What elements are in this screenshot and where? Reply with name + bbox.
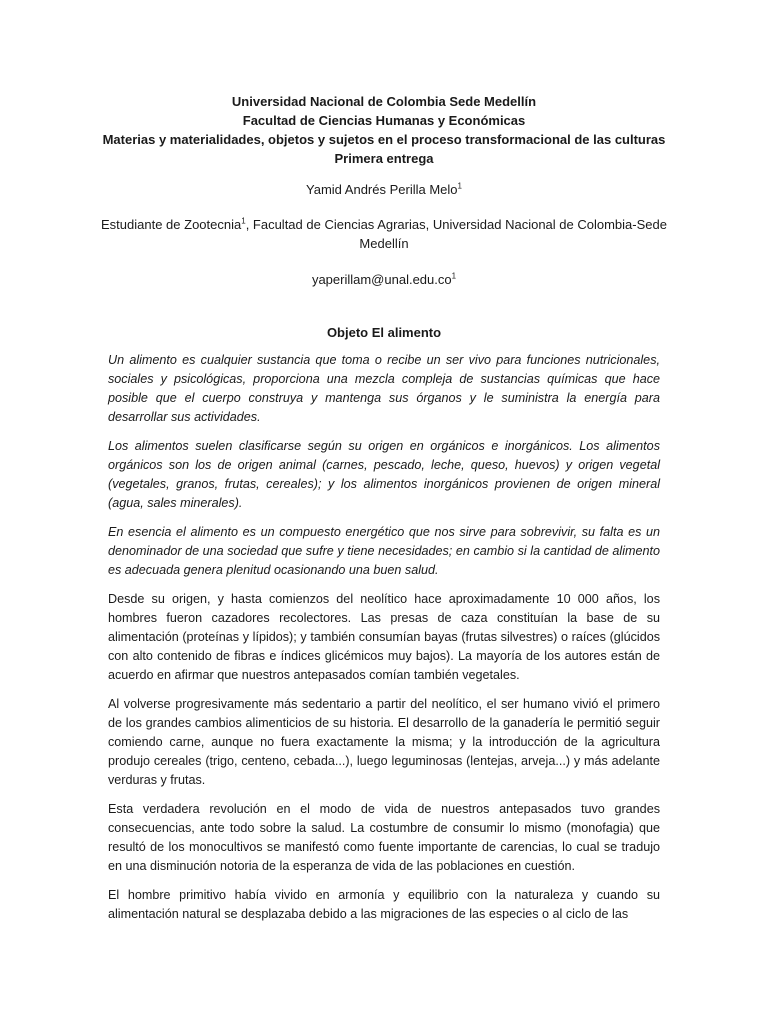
section-title: Objeto El alimento bbox=[326, 325, 442, 340]
author-line bbox=[100, 180, 668, 199]
affiliation-footnote-mark: 1 bbox=[241, 216, 246, 226]
paragraph-classification: Los alimentos suelen clasificarse según su origen en orgánicos e inorgánicos. Los alimentos orgánicos son los de origen animal (carnes, pescado, leche, queso, huevos) y origen vegetal (vegetales, granos, frutas, cereales); y los alimentos inorgánicos provienen de origen mineral (agua, sales minerales). bbox=[108, 439, 660, 510]
course-title: Materias y materialidades, objetos y sujetos en el proceso transformacional de las culturas bbox=[102, 132, 666, 147]
author-footnote-mark: 1 bbox=[457, 181, 462, 191]
paragraph-definition: Un alimento es cualquier sustancia que toma o recibe un ser vivo para funciones nutricionales, sociales y psicológicas, proporciona una mezcla compleja de sustancias químicas que hace posible que el cuerpo construya y mantenga sus órganos y le suministra la energía para desarrollar sus actividades. bbox=[108, 353, 660, 424]
paragraph-origin: Desde su origen, y hasta comienzos del neolítico hace aproximadamente 10 000 años, los hombres fueron cazadores recolectores. Las presas de caza constituían la base de su alimentación (proteínas y lípidos); y también consumían bayas (frutas silvestres) o raíces (glúcidos con alto contenido de fibras e índices glicémicos muy bajos). La mayoría de los autores están de acuerdo en afirmar que nuestros antepasados comían también vegetales. bbox=[108, 592, 660, 682]
email-address[interactable]: yaperillam@unal.edu.co bbox=[311, 272, 452, 287]
author-name: Yamid Andrés Perilla Melo bbox=[306, 182, 458, 197]
email-line bbox=[100, 270, 668, 289]
university-name: Universidad Nacional de Colombia Sede Medellín bbox=[231, 94, 537, 109]
delivery-label: Primera entrega bbox=[334, 151, 434, 166]
document-header bbox=[100, 92, 668, 168]
paragraph-primitive-man: El hombre primitivo había vivido en armonía y equilibrio con la naturaleza y cuando su alimentación natural se desplazaba debido a las migraciones de las especies o al ciclo de las bbox=[108, 888, 660, 921]
paragraph-essence: En esencia el alimento es un compuesto energético que nos sirve para sobrevivir, su falta es un denominador de una sociedad que sufre y tiene necesidades; en cambio si la cantidad de alimento es adecuada genera plenitud ocasionando una buen salud. bbox=[108, 525, 660, 577]
affiliation-program: Estudiante de Zootecnia bbox=[101, 217, 242, 232]
affiliation-line bbox=[100, 215, 668, 253]
paragraph-revolution: Esta verdadera revolución en el modo de vida de nuestros antepasados tuvo grandes consecuencias, ante todo sobre la salud. La costumbre de consumir lo mismo (monofagia) que resultó de los monocultivos se manifestó como fuente importante de carencias, lo cual se tradujo en una disminución notoria de la esperanza de vida de las poblaciones en cuestión. bbox=[108, 802, 660, 873]
email-footnote-mark: 1 bbox=[451, 271, 457, 281]
faculty-name: Facultad de Ciencias Humanas y Económicas bbox=[242, 113, 526, 128]
affiliation-institution: , Facultad de Ciencias Agrarias, Universidad Nacional de Colombia-Sede Medellín bbox=[245, 217, 667, 251]
paragraph-neolithic: Al volverse progresivamente más sedentario a partir del neolítico, el ser humano vivió el primero de los grandes cambios alimenticios de su historia. El desarrollo de la ganadería le permitió seguir comiendo carne, aunque no fuera exactamente la misma; y la introducción de la agricultura produjo cereales (trigo, centeno, cebada...), luego leguminosas (lentejas, arveja...) y más adelante verduras y frutas. bbox=[108, 697, 660, 787]
document-body bbox=[108, 351, 660, 934]
